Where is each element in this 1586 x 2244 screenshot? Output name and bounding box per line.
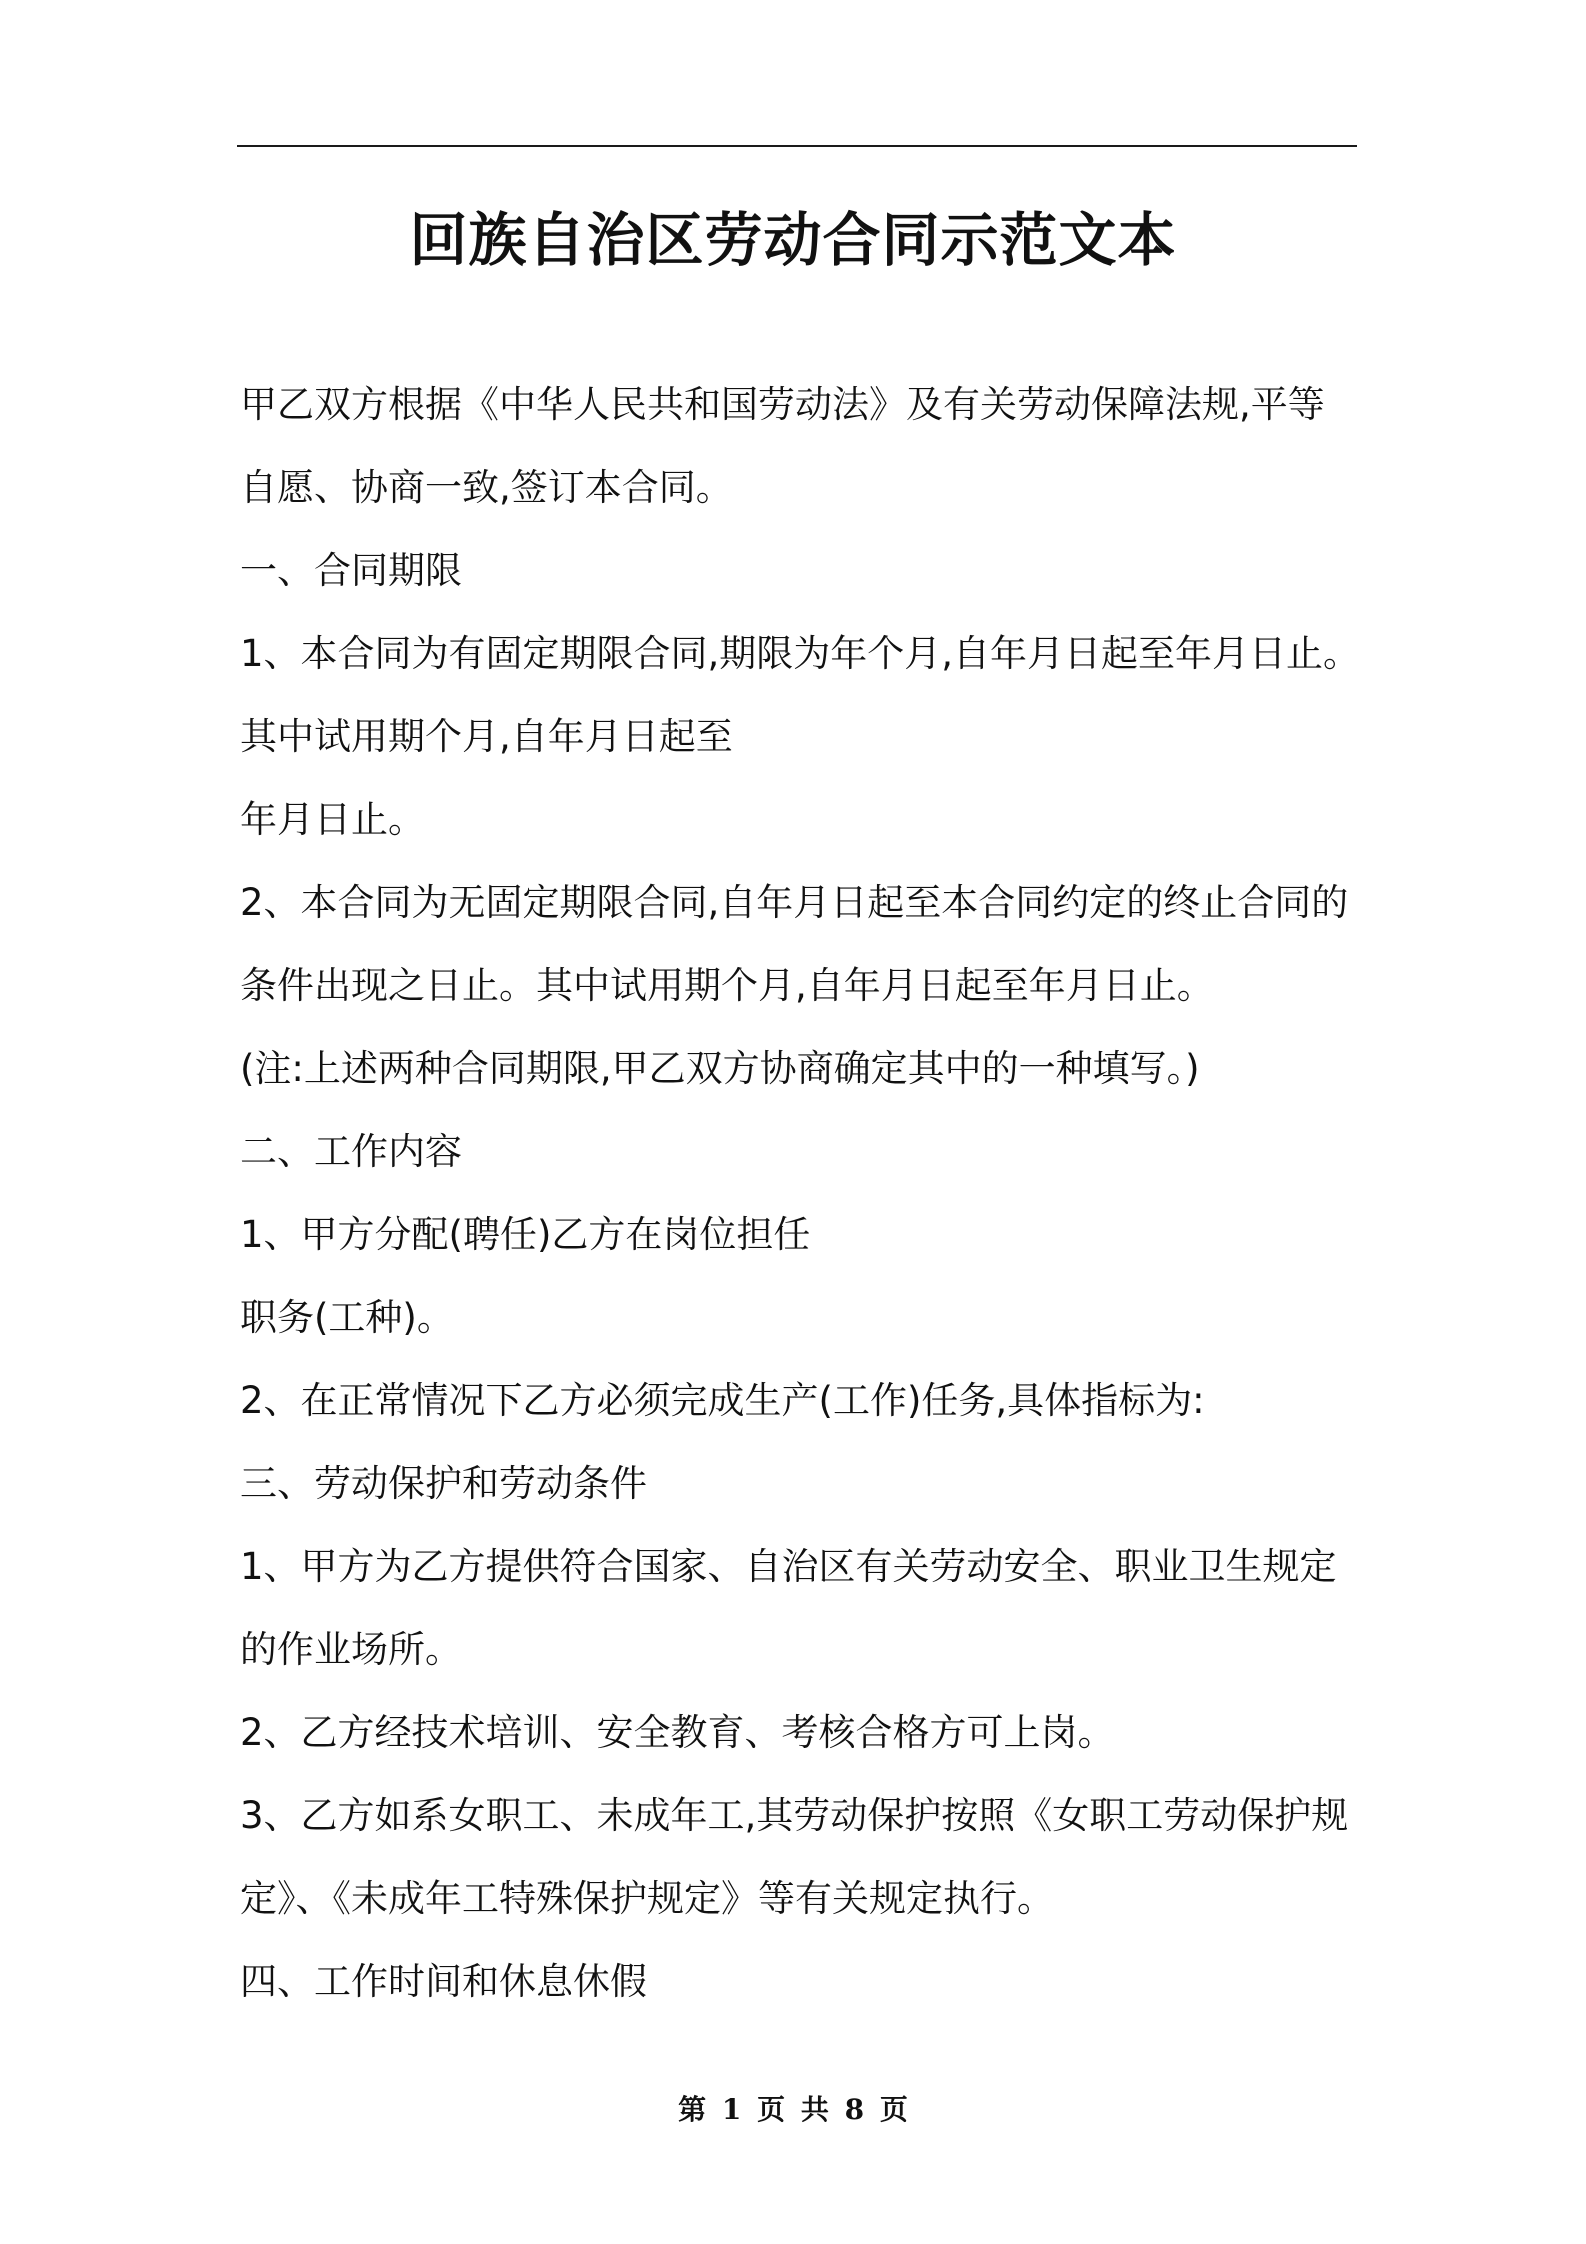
body-line: 1、甲方分配(聘任)乙方在岗位担任 bbox=[240, 1213, 811, 1256]
document-title: 回族自治区劳动合同示范文本 bbox=[409, 206, 1177, 274]
note-line: (注:上述两种合同期限,甲乙双方协商确定其中的一种填写。) bbox=[240, 1047, 1200, 1090]
body-line: 1、本合同为有固定期限合同,期限为年个月,自年月日起至年月日止。 bbox=[240, 632, 1361, 675]
body-line: 条件出现之日止。其中试用期个月,自年月日起至年月日止。 bbox=[240, 964, 1214, 1007]
body-line: 年月日止。 bbox=[240, 798, 425, 841]
body-line: 3、乙方如系女职工、未成年工,其劳动保护按照《女职工劳动保护规 bbox=[240, 1794, 1349, 1837]
body-line: 定》、《未成年工特殊保护规定》等有关规定执行。 bbox=[240, 1877, 1054, 1920]
section-heading: 二、工作内容 bbox=[240, 1130, 462, 1173]
page-footer: 第 1 页 共 8 页 bbox=[678, 2093, 908, 2126]
body-line: 1、甲方为乙方提供符合国家、自治区有关劳动安全、职业卫生规定 bbox=[240, 1545, 1337, 1588]
body-line: 2、本合同为无固定期限合同,自年月日起至本合同约定的终止合同的 bbox=[240, 881, 1349, 924]
body-line: 自愿、协商一致,签订本合同。 bbox=[240, 466, 733, 509]
body-line: 甲乙双方根据《中华人民共和国劳动法》及有关劳动保障法规,平等 bbox=[240, 383, 1325, 426]
body-line: 2、在正常情况下乙方必须完成生产(工作)任务,具体指标为: bbox=[240, 1379, 1205, 1422]
section-heading: 四、工作时间和休息休假 bbox=[240, 1960, 647, 2003]
body-line: 职务(工种)。 bbox=[240, 1296, 454, 1339]
body-line: 其中试用期个月,自年月日起至 bbox=[240, 715, 733, 758]
section-heading: 一、合同期限 bbox=[240, 549, 462, 592]
body-line: 的作业场所。 bbox=[240, 1628, 462, 1671]
header-rule bbox=[237, 145, 1357, 147]
section-heading: 三、劳动保护和劳动条件 bbox=[240, 1462, 647, 1505]
body-line: 2、乙方经技术培训、安全教育、考核合格方可上岗。 bbox=[240, 1711, 1115, 1754]
